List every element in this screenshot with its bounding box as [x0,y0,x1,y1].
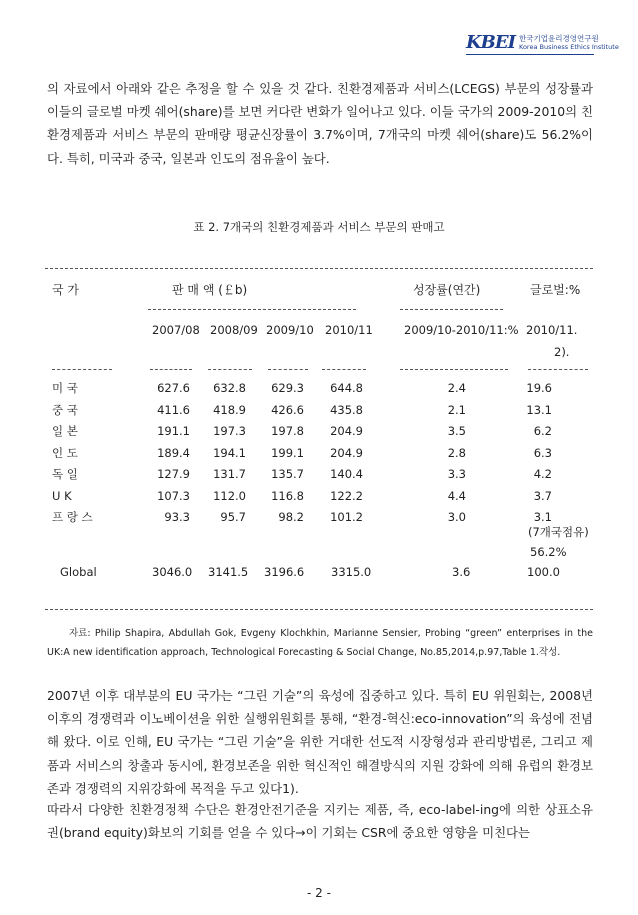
row-y3: 197.8 [271,424,304,438]
table-caption: 표 2. 7개국의 친환경제품과 서비스 부문의 판매고 [193,220,445,234]
row-y4: 140.4 [330,467,363,481]
row-y4: 101.2 [330,510,363,524]
row-y3: 135.7 [271,467,304,481]
row-share: 3.7 [533,488,552,503]
row-country: U K [52,488,72,503]
row-country: 일 본 [52,424,78,438]
row-y2: 632.8 [213,381,246,395]
year-col-1: 2007/08 [152,323,200,337]
table-source-note [47,624,593,662]
row-country: 미 국 [52,381,78,395]
row-growth: 2.8 [447,445,466,460]
org-name-english: Korea Business Ethics Institute [519,43,619,51]
row-share: 6.2 [533,424,552,438]
row-growth: 3.5 [447,424,466,438]
col-rule-y4 [322,369,366,370]
global-y1: 3046.0 [152,565,193,579]
row-share: 19.6 [526,381,552,395]
row-y1: 191.1 [157,424,190,438]
table-bottom-rule [45,609,593,610]
row-country: 인 도 [52,445,78,460]
row-y1: 627.6 [157,381,190,395]
row-y3: 199.1 [271,445,304,460]
row-y2: 197.3 [213,424,246,438]
row-country: 프 랑 스 [52,510,93,524]
row-y1: 189.4 [157,445,190,460]
global-row-label: Global [60,565,97,579]
header-sales-underline [148,309,356,310]
header-global: 글로벌:% [530,283,581,297]
row-y1: 127.9 [157,467,190,481]
row-y4: 122.2 [330,488,363,503]
col-rule-growth [400,369,508,370]
row-growth: 4.4 [447,488,466,503]
org-name-korean: 한국기업윤리경영연구원 [519,34,599,43]
header-growth-underline [400,309,503,310]
row-share: 4.2 [533,467,552,481]
global-period-line2: 2). [554,345,570,359]
col-rule-country [52,369,112,370]
row-y2: 418.9 [213,402,246,417]
header-sales: 판 매 액 (￡b) [172,283,248,297]
global-growth: 3.6 [452,565,471,579]
row-y3: 629.3 [271,381,304,395]
row-y4: 204.9 [330,424,363,438]
global-y4: 3315.0 [331,565,372,579]
paragraph-intro: 의 자료에서 아래와 같은 추정을 할 수 있을 것 같다. 친환경제품과 서비스(LCEGS) 부문의 성장률과 이들의 글로벌 마켓 쉐어(share)를 보면 커다란 변화가 일어나고 있다. 이들 국가의 2009-2010의 친환경제품과 서비스 부문의 판매량 평균신장률이 3.7%이며, 7개국의 마켓 쉐어(share)도 56.2%이다. 특히, 미국과 중국, 일본과 인도의 점유율이 높다. [47,81,593,166]
row-y2: 131.7 [213,467,246,481]
row-y3: 426.6 [271,402,304,417]
paragraph-eu: 2007년 이후 대부분의 EU 국가는 “그린 기술”의 육성에 집중하고 있다. 특히 EU 위원회는, 2008년 이후의 경쟁력과 이노베이션을 위한 실행위원회를 통해, “환경-혁신:eco-innovation”의 육성에 전념해 왔다. 이로 인해, EU 국가는 “그린 기술”을 위한 거대한 선도적 시장형성과 관리방법론, 그리고 제품과 서비스의 창출과 동시에, 환경보존을 위한 혁신적인 해결방식의 지원 강화에 의해 유럽의 환경보존과 경쟁력의 지위강화에 목적을 두고 있다1). [47,688,593,796]
table-top-rule [45,268,593,269]
row-y4: 204.9 [330,445,363,460]
header-growth: 성장률(연간) [413,283,481,297]
row-y3: 116.8 [271,488,304,503]
row-y4: 435.8 [330,402,363,417]
kbei-logo-mark: KBEI [466,32,515,53]
share-note-value: 56.2% [530,545,567,559]
row-country: 중 국 [52,402,78,417]
source-text: 자료: Philip Shapira, Abdullah Gok, Evgeny Klochkhin, Marianne Sensier, Probing “green” enterprises in the UK:A new identification approach, Technological Forecasting & Social Change, No.85,2014,p.97,Table 1.작성. [47,628,593,658]
header-logo [466,34,619,52]
global-y3: 3196.6 [264,565,305,579]
row-growth: 3.0 [447,510,466,524]
row-y1: 411.6 [157,402,190,417]
row-y2: 95.7 [220,510,246,524]
global-y2: 3141.5 [208,565,249,579]
year-col-3: 2009/10 [266,323,314,337]
row-growth: 2.1 [447,402,466,417]
row-share: 13.1 [526,402,552,417]
year-col-2: 2008/09 [210,323,258,337]
row-country: 독 일 [52,467,78,481]
logo-text [519,34,619,52]
header-country: 국 가 [52,283,79,297]
global-period-line1: 2010/11. [526,323,578,337]
col-rule-y2 [208,369,252,370]
row-y1: 93.3 [164,510,190,524]
col-rule-y3 [268,369,308,370]
row-y2: 194.1 [213,445,246,460]
global-share: 100.0 [527,565,560,579]
share-note-label: (7개국점유) [528,525,589,539]
row-share: 3.1 [533,510,552,524]
row-y2: 112.0 [213,488,246,503]
row-growth: 3.3 [447,467,466,481]
header-rule [466,54,594,55]
col-rule-global [528,369,588,370]
paragraph-policy: 따라서 다양한 친환경정책 수단은 환경안전기준을 지키는 제품, 즉, eco-label-ing에 의한 상표소유권(brand equity)화보의 기회를 얻을 수 있다→이 기회는 CSR에 중요한 영향을 미친다는 [47,802,593,841]
row-share: 6.3 [533,445,552,460]
col-rule-y1 [150,369,192,370]
row-y1: 107.3 [157,488,190,503]
year-col-4: 2010/11 [325,323,373,337]
page-number: - 2 - [307,886,331,900]
row-y4: 644.8 [330,381,363,395]
growth-period: 2009/10-2010/11:% [404,323,519,337]
row-y3: 98.2 [278,510,304,524]
row-growth: 2.4 [447,381,466,395]
